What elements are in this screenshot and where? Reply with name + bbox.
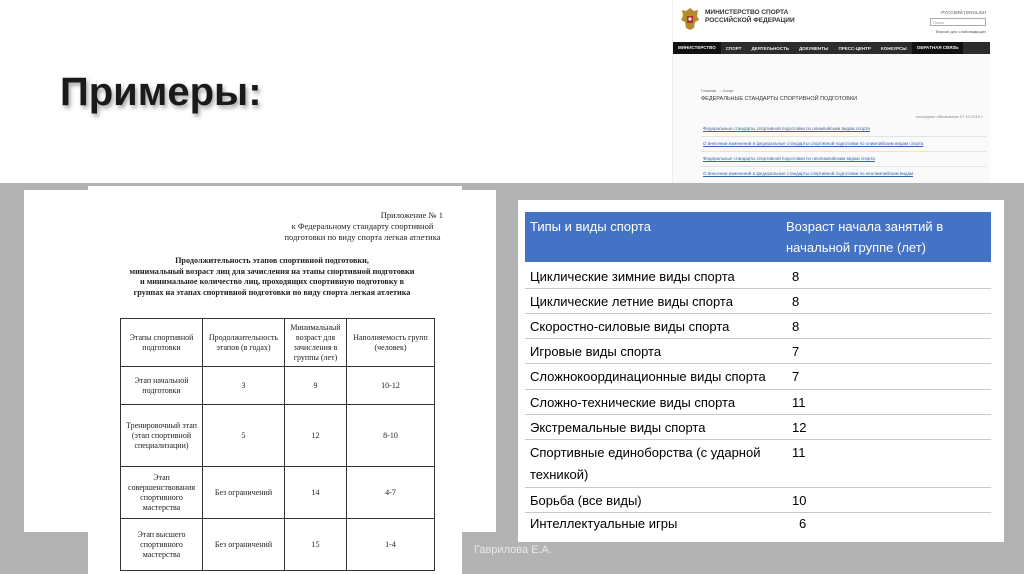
age-cell: 10	[781, 488, 991, 513]
size-cell: 4-7	[347, 467, 435, 519]
standard-link[interactable]: О внесении изменений в федеральные стандарты спортивной подготовки по олимпийским видам спорта	[703, 141, 924, 146]
divider	[701, 166, 986, 167]
nav-item[interactable]: ОБРАТНАЯ СВЯЗЬ	[912, 42, 964, 54]
age-cell: 8	[781, 314, 991, 339]
sport-age-table	[525, 212, 991, 534]
sport-cell: Сложнокоординационные виды спорта	[525, 364, 781, 390]
age-cell: 8	[781, 289, 991, 314]
org-name-line: РОССИЙСКОЙ ФЕДЕРАЦИИ	[705, 17, 795, 24]
table-row	[121, 405, 435, 467]
divider	[701, 151, 986, 152]
age-cell: 7	[781, 339, 991, 364]
sport-cell: Циклические летние виды спорта	[525, 289, 781, 314]
sport-cell: Игровые виды спорта	[525, 339, 781, 364]
size-cell: 8-10	[347, 405, 435, 467]
age-cell: 12	[781, 415, 991, 440]
ministry-website-screenshot	[672, 0, 990, 185]
site-header	[673, 0, 990, 42]
table-header-row	[121, 319, 435, 367]
duration-cell: Без ограничений	[203, 467, 285, 519]
page-heading: ФЕДЕРАЛЬНЫЕ СТАНДАРТЫ СПОРТИВНОЙ ПОДГОТОВКИ	[701, 96, 858, 102]
stage-cell: Тренировочный этап (этап спортивной специализации)	[121, 405, 203, 467]
appendix-line: подготовки по виду спорта легкая атлетика	[284, 232, 441, 242]
table-row	[121, 467, 435, 519]
standard-link[interactable]: О внесении изменений в федеральные стандарты спортивной подготовки по неолимпийским видам	[703, 171, 914, 176]
standard-link[interactable]: Федеральные стандарты спортивной подготовки по неолимпийским видам спорта	[703, 156, 875, 161]
heading-line: минимальный возраст лиц для зачисления на этапы спортивной подготовки	[129, 266, 415, 276]
nav-item[interactable]: ДОКУМЕНТЫ	[798, 45, 829, 51]
table-row	[525, 440, 991, 488]
site-search-input[interactable]	[930, 18, 986, 26]
nav-item[interactable]: СПОРТ	[725, 45, 742, 51]
age-cell: 11	[781, 440, 991, 488]
appendix-line: к Федеральному стандарту спортивной	[291, 221, 434, 231]
slide-title: Примеры:	[60, 70, 262, 114]
column-header: Продолжительность этапов (в годах)	[203, 319, 285, 367]
breadcrumb[interactable]: Главная → Спорт	[701, 88, 734, 93]
sport-cell: Скоростно-силовые виды спорта	[525, 314, 781, 339]
standard-link[interactable]: Федеральные стандарты спортивной подготовки по олимпийским видам спорта	[703, 126, 870, 131]
site-nav	[673, 42, 990, 54]
document-heading	[112, 256, 432, 298]
nav-item[interactable]: КОНКУРСЫ	[881, 45, 907, 51]
age-cell: 15	[285, 519, 347, 571]
column-header: Этапы спортивной подготовки	[121, 319, 203, 367]
table-row	[525, 263, 991, 289]
update-date: последнее обновление 07.10.2019 г.	[915, 114, 983, 119]
age-cell: 12	[285, 405, 347, 467]
coat-of-arms-icon	[679, 6, 701, 32]
table-row	[525, 364, 991, 390]
slide-footer: Гаврилова Е.А.	[474, 544, 552, 556]
sport-cell: Сложно-технические виды спорта	[525, 390, 781, 415]
sport-cell: Интеллектуальные игры	[530, 516, 678, 531]
table-row	[525, 314, 991, 339]
table-header-row	[525, 212, 991, 263]
stages-table	[120, 318, 435, 571]
age-cell: 8	[781, 263, 991, 289]
table-row	[525, 390, 991, 415]
heading-line: и минимальное количество лиц, проходящих спортивную подготовку в	[139, 277, 405, 286]
size-cell: 1-4	[347, 519, 435, 571]
org-name-line: МИНИСТЕРСТВО СПОРТА	[705, 9, 789, 16]
column-header: Минимальный возраст для зачисления в группы (лет)	[285, 319, 347, 367]
age-cell: 6	[799, 516, 807, 531]
column-header: Наполняемость групп (человек)	[347, 319, 435, 367]
accessible-version-link[interactable]: Версия для слабовидящих	[935, 29, 986, 34]
sport-cell: Циклические зимние виды спорта	[525, 263, 781, 289]
table-row	[525, 513, 991, 535]
appendix-note	[260, 210, 465, 243]
stage-cell: Этап начальной подготовки	[121, 367, 203, 405]
table-row	[525, 289, 991, 314]
nav-item[interactable]: МИНИСТЕРСТВО	[673, 42, 721, 54]
heading-line: Продолжительность этапов спортивной подготовки,	[175, 256, 369, 265]
stage-cell: Этап совершенствования спортивного мастерства	[121, 467, 203, 519]
table-row	[121, 519, 435, 571]
age-cell: 9	[285, 367, 347, 405]
age-cell: 7	[781, 364, 991, 390]
sport-cell: Экстремальные виды спорта	[525, 415, 781, 440]
stage-cell: Этап высшего спортивного мастерства	[121, 519, 203, 571]
table-row	[525, 339, 991, 364]
appendix-line: Приложение № 1	[380, 210, 443, 220]
table-row	[525, 488, 991, 513]
heading-line: группах на этапах спортивной подготовки по виду спорта легкая атлетика	[133, 287, 411, 297]
column-header-age: Возраст начала занятий в начальной группе (лет)	[781, 212, 991, 263]
age-cell: 14	[285, 467, 347, 519]
duration-cell: Без ограничений	[203, 519, 285, 571]
nav-item[interactable]: ПРЕСС-ЦЕНТР	[838, 45, 871, 51]
sport-cell: Борьба (все виды)	[525, 488, 781, 513]
table-row	[121, 367, 435, 405]
sport-cell: Спортивные единоборства (с ударной техникой)	[525, 440, 781, 488]
column-header-sport: Типы и виды спорта	[525, 212, 781, 263]
site-body	[673, 54, 990, 185]
nav-item[interactable]: ДЕЯТЕЛЬНОСТЬ	[751, 45, 789, 51]
duration-cell: 5	[203, 405, 285, 467]
site-org-name	[705, 9, 825, 25]
divider	[701, 136, 986, 137]
table-row	[525, 415, 991, 440]
language-switch[interactable]: РУССКИЙ | ENGLISH	[941, 10, 986, 15]
age-cell: 11	[781, 390, 991, 415]
site-search-placeholder: Поиск	[933, 20, 945, 25]
size-cell: 10-12	[347, 367, 435, 405]
duration-cell: 3	[203, 367, 285, 405]
